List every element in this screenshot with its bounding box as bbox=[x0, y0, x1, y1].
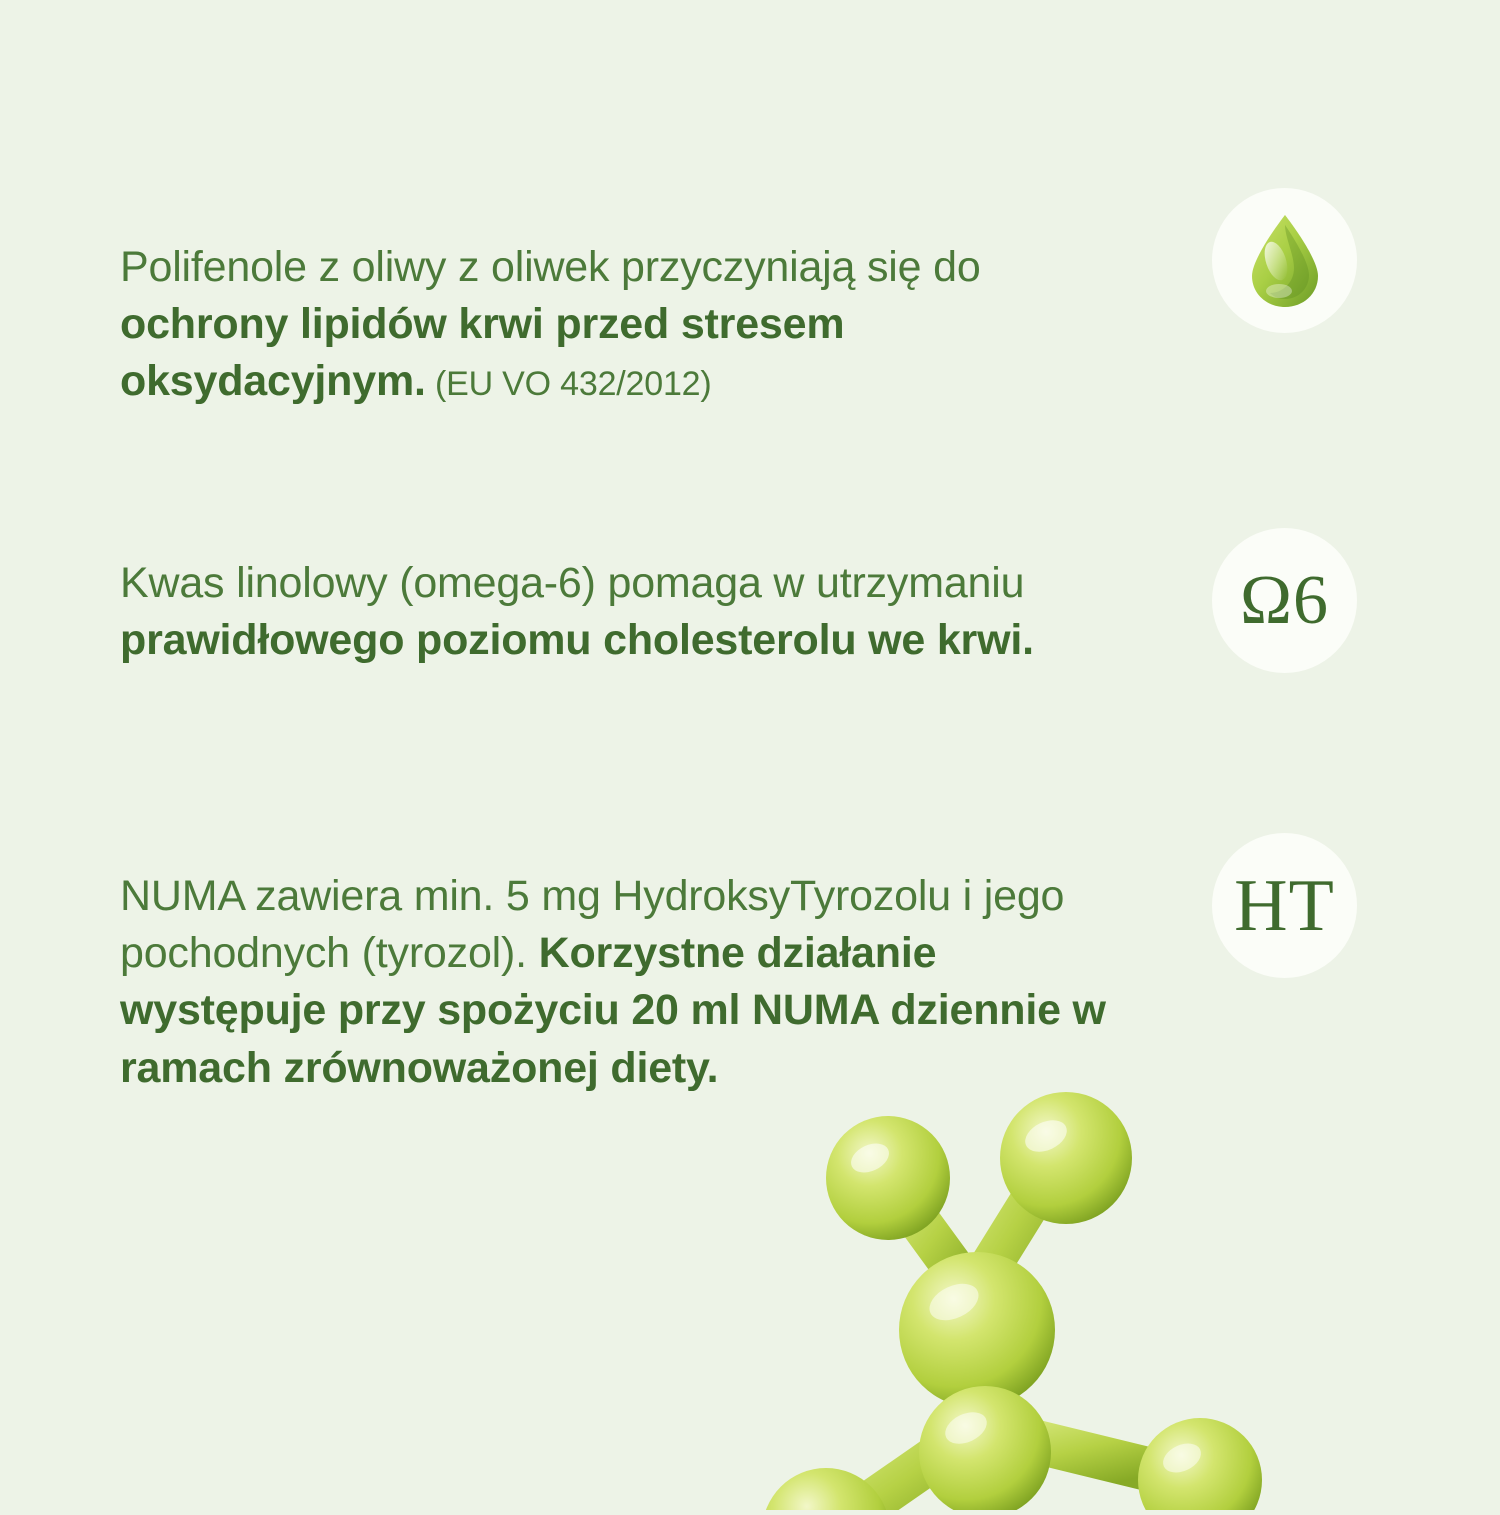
omega-6-icon: Ω6 bbox=[1239, 561, 1330, 639]
molecule-illustration bbox=[730, 1080, 1350, 1510]
claim-linoleic-acid-text bbox=[120, 555, 1140, 669]
omega-6-badge bbox=[1212, 528, 1357, 673]
claim-1-lead: Polifenole z oliwy z oliwek przyczyniają się do bbox=[120, 243, 981, 291]
claim-1-bold: ochrony lipidów krwi przed stresem oksydacyjnym. bbox=[120, 300, 845, 406]
claim-2-lead: Kwas linolowy (omega-6) pomaga w utrzymaniu bbox=[120, 559, 1025, 607]
claim-hydroxytyrosol-text bbox=[120, 868, 1140, 1097]
claim-hydroxytyrosol bbox=[120, 825, 1410, 1140]
olive-oil-droplet-icon bbox=[1246, 213, 1324, 309]
hydroxytyrosol-icon: HT bbox=[1234, 864, 1335, 947]
olive-oil-droplet-badge bbox=[1212, 188, 1357, 333]
claim-1-note: (EU VO 432/2012) bbox=[425, 365, 712, 404]
claim-polyphenols-text bbox=[120, 239, 1140, 411]
claim-2-bold: prawidłowego poziomu cholesterolu we krwi. bbox=[120, 616, 1034, 665]
hydroxytyrosol-badge bbox=[1212, 833, 1357, 978]
claim-3-lead: NUMA zawiera min. 5 mg HydroksyTyrozolu i jego pochodnych (tyrozol). bbox=[120, 872, 1065, 978]
claim-3-bold: Korzystne działanie występuje przy spożyciu 20 ml NUMA dziennie w ramach zrównoważonej diety. bbox=[120, 929, 1106, 1092]
